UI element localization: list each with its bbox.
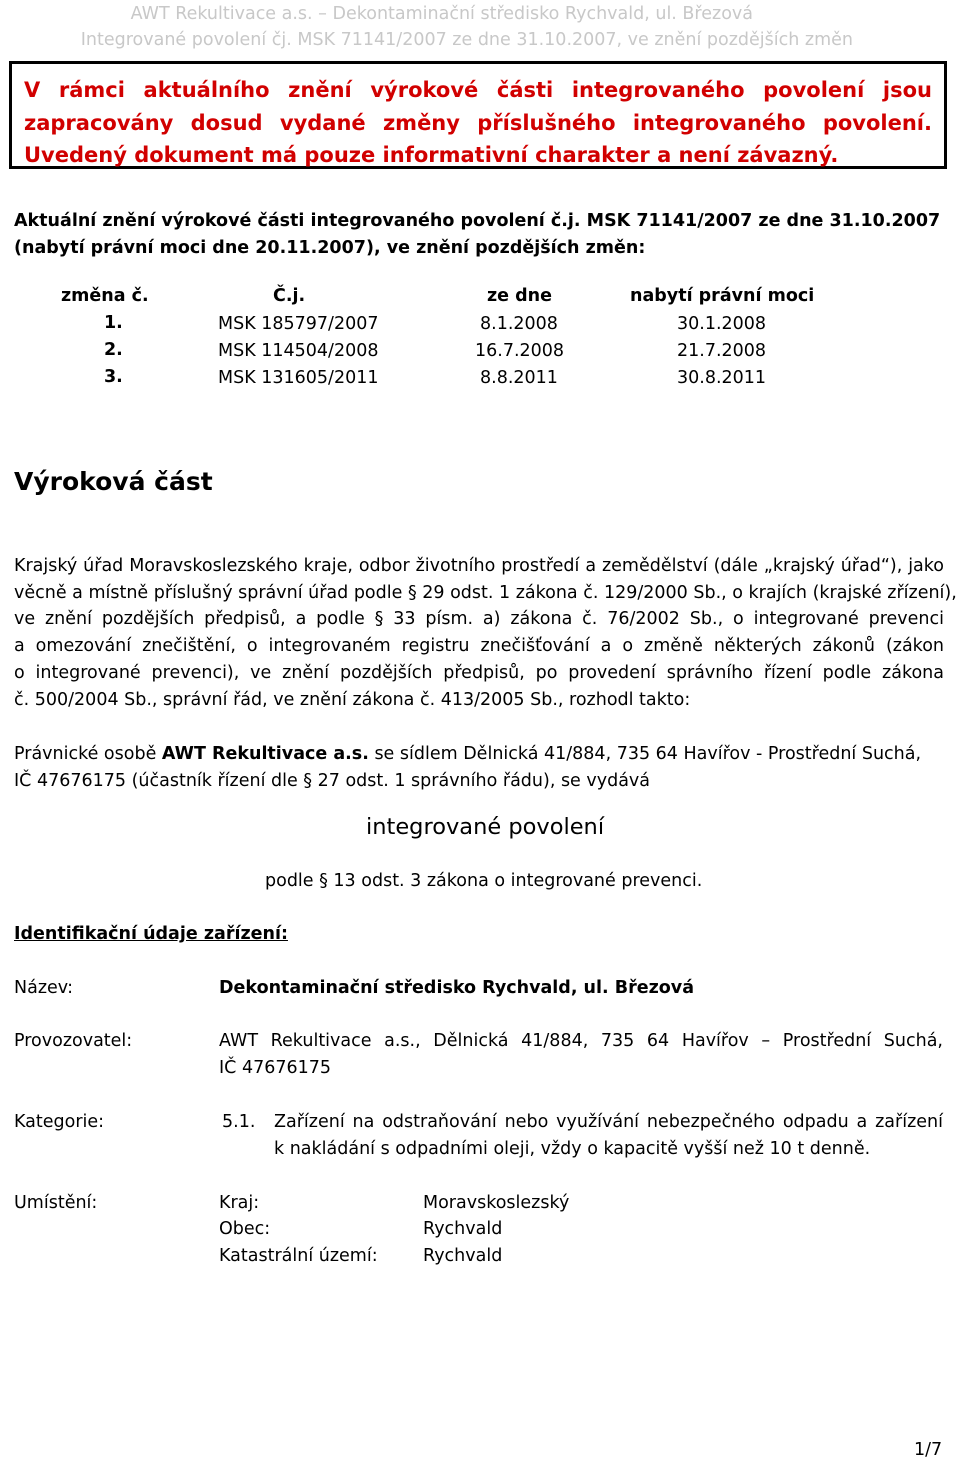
location-label: Umístění: [14, 1193, 98, 1213]
table-row-3-effective: 30.8.2011 [677, 368, 767, 388]
location-municipality-label: Obec: [219, 1219, 271, 1239]
table-row-2-date: 16.7.2008 [475, 341, 565, 361]
paragraph-line: a omezování znečištění, o integrovaném registru znečišťování a o změně některých zákonů (zákon [14, 636, 944, 657]
table-row-2-no: 2. [104, 340, 123, 360]
category-label: Kategorie: [14, 1112, 105, 1132]
paragraph-line: č. 500/2004 Sb., správní řád, ve znění zákona č. 413/2005 Sb., rozhodl takto: [14, 689, 691, 710]
decision-title: integrované povolení [366, 814, 605, 840]
col-header-change: změna č. [61, 286, 149, 306]
location-cadastral-value: Rychvald [423, 1246, 503, 1266]
table-row-3-date: 8.8.2011 [480, 368, 558, 388]
current-version-line-1: Aktuální znění výrokové části integrovaného povolení č.j. MSK 71141/2007 ze dne 31.10.2007 [14, 211, 941, 231]
header-line-1: AWT Rekultivace a.s. – Dekontaminační středisko Rychvald, ul. Březová [130, 4, 753, 24]
decision-subtitle: podle § 13 odst. 3 zákona o integrované prevenci. [265, 871, 703, 891]
paragraph-line: ve znění pozdějších předpisů, a podle § 33 písm. a) zákona č. 76/2002 Sb., o integrované prevenci [14, 609, 944, 630]
name-value: Dekontaminační středisko Rychvald, ul. Březová [219, 978, 695, 998]
operator-line-2: IČ 47676175 [219, 1057, 332, 1078]
category-code: 5.1. [222, 1112, 256, 1132]
paragraph-line: o integrované prevenci), ve znění pozdějších předpisů, po provedení správního řízení podle zákona [14, 662, 944, 683]
table-row-1-no: 1. [104, 313, 123, 333]
section-title: Výroková část [14, 467, 213, 496]
location-cadastral-label: Katastrální území: [219, 1246, 378, 1266]
category-value [274, 1109, 943, 1162]
category-line-2: k nakládání s odpadními oleji, vždy o kapacitě vyšší než 10 t denně. [274, 1138, 871, 1159]
recipient-line-2: IČ 47676175 (účastník řízení dle § 27 odst. 1 správního řádu), se vydává [14, 771, 651, 791]
table-row-1-effective: 30.1.2008 [677, 314, 767, 334]
recipient-prefix: Právnické osobě [14, 744, 162, 764]
paragraph-line: věcně a místně příslušný správní úřad podle § 29 odst. 1 zákona č. 129/2000 Sb., o krajích (krajské zřízení), [14, 582, 957, 603]
paragraph-line: Krajský úřad Moravskoslezského kraje, odbor životního prostředí a zemědělství (dále „krajský úřad“), jako [14, 556, 944, 576]
page-number: 1/7 [914, 1440, 943, 1460]
table-row-2-effective: 21.7.2008 [677, 341, 767, 361]
current-version-line-2: (nabytí právní moci dne 20.11.2007), ve znění pozdějších změn: [14, 238, 646, 258]
table-row-1-ref: MSK 185797/2007 [218, 314, 379, 334]
table-row-1-date: 8.1.2008 [480, 314, 558, 334]
header-line-2: Integrované povolení čj. MSK 71141/2007 ze dne 31.10.2007, ve znění pozdějších změn [80, 30, 853, 50]
location-region-label: Kraj: [219, 1193, 260, 1213]
recipient-address: se sídlem Dělnická 41/884, 735 64 Havířov - Prostřední Suchá, [368, 744, 922, 764]
col-header-date: ze dne [487, 286, 553, 306]
notice-text: V rámci aktuálního znění výrokové části integrovaného povolení jsou zapracovány dosud vydané změny příslušného integrovaného povolení. Uvedený dokument má pouze informativní charakter a není závazný. [24, 78, 932, 167]
category-line-1: Zařízení na odstraňování nebo využívání nebezpečného odpadu a zařízení [274, 1112, 943, 1132]
operator-label: Provozovatel: [14, 1031, 133, 1051]
location-region-value: Moravskoslezský [423, 1193, 570, 1213]
col-header-ref: Č.j. [273, 286, 306, 306]
recipient-line-1 [14, 741, 921, 768]
decision-paragraph [14, 553, 957, 713]
identification-heading: Identifikační údaje zařízení: [14, 924, 288, 944]
name-label: Název: [14, 978, 74, 998]
col-header-effective: nabytí právní moci [630, 286, 815, 306]
operator-line-1: AWT Rekultivace a.s., Dělnická 41/884, 735 64 Havířov – Prostřední Suchá, [219, 1031, 943, 1051]
notice-box [9, 61, 947, 169]
recipient-name: AWT Rekultivace a.s. [161, 744, 369, 764]
table-row-3-ref: MSK 131605/2011 [218, 368, 379, 388]
table-row-3-no: 3. [104, 367, 123, 387]
table-row-2-ref: MSK 114504/2008 [218, 341, 379, 361]
location-municipality-value: Rychvald [423, 1219, 503, 1239]
operator-value [219, 1028, 943, 1081]
